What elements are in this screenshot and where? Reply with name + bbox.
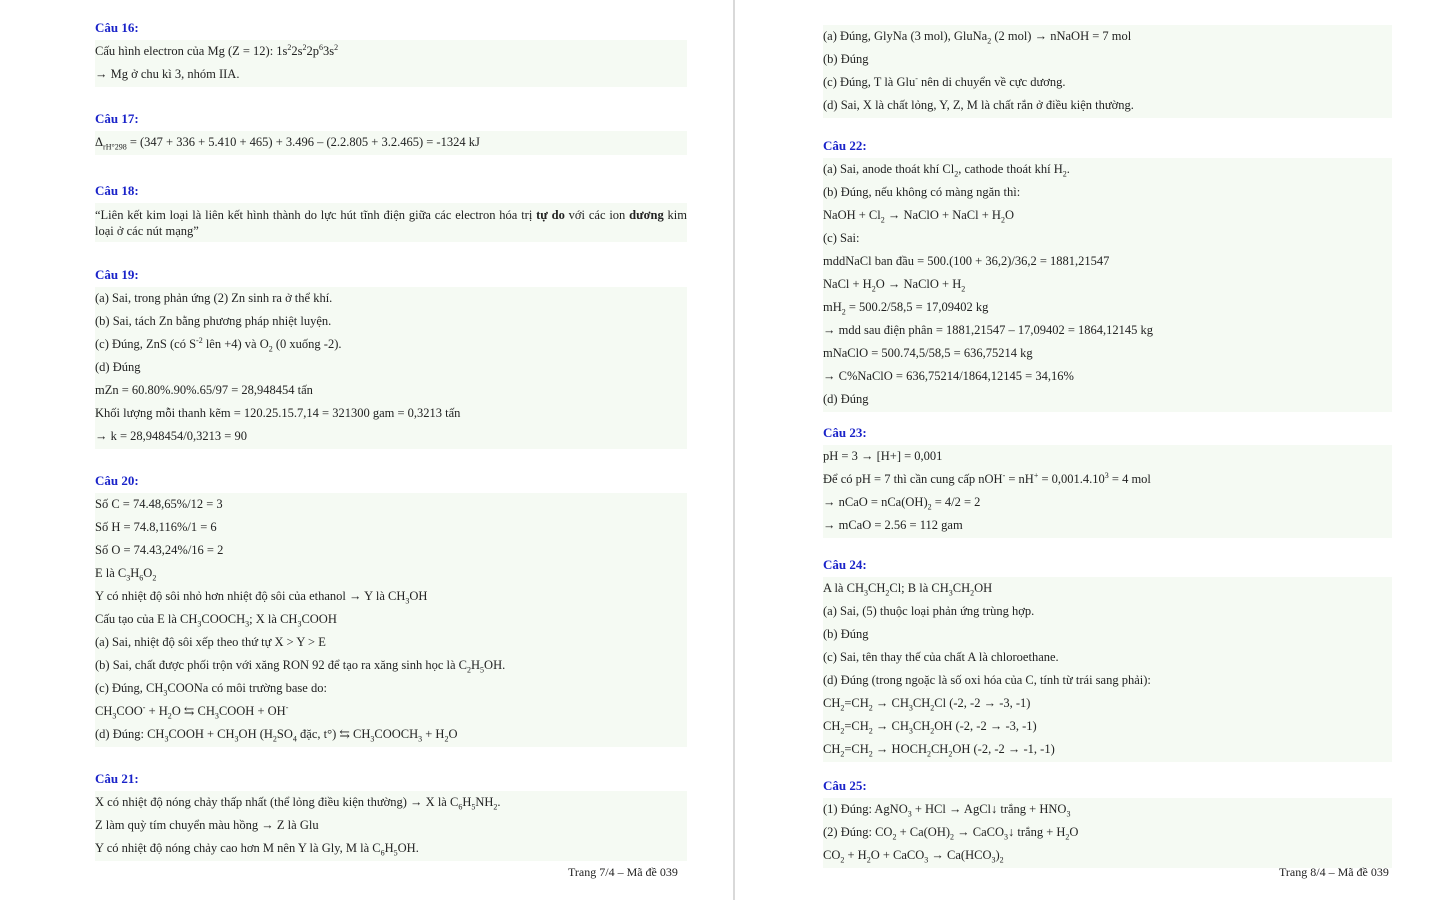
answer-line: (a) Sai, (5) thuộc loại phản ứng trùng hợp. <box>823 604 1035 618</box>
question-16 <box>95 17 687 87</box>
answer-line: NaOH + $Cl_2$ → NaClO + NaCl + $H_2O$ <box>823 208 1014 225</box>
answer-box <box>823 577 1392 762</box>
answer-line: Y có nhiệt độ nóng chảy cao hơn M nên Y là Gly, M là $C_6H_5OH$. <box>95 841 419 858</box>
answer-line: (c) Đúng, ZnS (có $S^{-2}$ lên +4) và $O_2$ (0 xuống -2). <box>95 335 342 354</box>
question-title: Câu 16: <box>95 20 139 35</box>
answer-line: (a) Sai, nhiệt độ sôi xếp theo thứ tự X > Y > E <box>95 635 326 649</box>
answer-line: → nCaO = $nCa(OH)_2 = 4/2 = 2$ <box>823 495 981 512</box>
answer-line: E là $C_3H_6O_2$ <box>95 566 157 583</box>
question-21 <box>95 768 687 861</box>
answer-line: $CH_2=CH_2 \to CH_3CH_2Cl$ (-2, -2 → -3, -1) <box>823 696 1031 713</box>
answer-line: mddNaCl ban đầu = 500.(100 + 36,2)/36,2 = 1881,21547 <box>823 254 1110 268</box>
answer-line: (b) Sai, chất được phối trộn với xăng RON 92 để tạo ra xăng sinh học là $C_2H_5OH$. <box>95 658 506 675</box>
answer-box <box>823 158 1392 412</box>
answer-line: → mdd sau điện phân = 1881,21547 – 17,09402 = 1864,12145 kg <box>823 323 1154 337</box>
question-title: Câu 23: <box>823 425 867 440</box>
answer-line: (c) Đúng, $CH_3COONa$ có môi trường base do: <box>95 681 327 698</box>
answer-box <box>823 445 1392 538</box>
answer-line: (d) Đúng <box>823 392 869 406</box>
answer-line: $CH_3COO^- + H_2O$ ⇆ $CH_3COOH + OH^-$ <box>95 702 289 721</box>
answer-line: Z làm quỳ tím chuyển màu hồng → Z là Glu <box>95 818 319 832</box>
answer-box <box>95 131 687 155</box>
answer-line: (b) Đúng <box>823 52 869 66</box>
answer-line: $CH_2=CH_2 \to CH_3CH_2OH$ (-2, -2 → -3, -1) <box>823 719 1037 736</box>
question-18 <box>95 180 687 242</box>
answer-line: (b) Sai, tách Zn bằng phương pháp nhiệt luyện. <box>95 314 332 328</box>
answer-line: $\Delta_{rH^\circ 298} = (347 + 336 + 5.410 + 465) + 3.496 - (2.2.805 + 3.2.465) = -1324$ kJ <box>95 135 480 152</box>
answer-box <box>95 287 687 449</box>
answer-line: $mH_2 = 500.2/58,5 = 17,09402$ kg <box>823 300 989 317</box>
answer-line: Khối lượng mỗi thanh kẽm = 120.25.15.7,14 = 321300 gam = 0,3213 tấn <box>95 406 461 420</box>
question-24 <box>823 554 1392 762</box>
question-title: Câu 18: <box>95 183 139 198</box>
answer-line: Cấu hình electron của Mg (Z = 12): $1s^22s^22p^63s^2$ <box>95 42 339 58</box>
answer-line: (b) Đúng <box>823 627 869 641</box>
question-title: Câu 19: <box>95 267 139 282</box>
answer-line: (d) Đúng: $CH_3COOH + CH_3OH$ ($H_2SO_4$ đặc, t°) ⇆ $CH_3COOCH_3 + H_2O$ <box>95 727 458 744</box>
answer-line: mNaClO = 500.74,5/58,5 = 636,75214 kg <box>823 346 1033 360</box>
answer-line: Cấu tạo của E là $CH_3COOCH_3$; X là $CH_3COOH$ <box>95 612 337 629</box>
question-title: Câu 24: <box>823 557 867 572</box>
answer-line: (a) Sai, trong phản ứng (2) Zn sinh ra ở thể khí. <box>95 291 333 305</box>
question-17 <box>95 108 687 155</box>
answer-line: → C%NaClO = 636,75214/1864,12145 = 34,16% <box>823 369 1074 383</box>
answer-line: (a) Đúng, GlyNa (3 mol), GluNa$_2$ (2 mol) → nNaOH = 7 mol <box>823 29 1132 46</box>
answer-line: mZn = 60.80%.90%.65/97 = 28,948454 tấn <box>95 383 313 397</box>
question-title: Câu 22: <box>823 138 867 153</box>
question-23 <box>823 422 1392 538</box>
answer-line: (c) Đúng, T là Glu- nên di chuyển về cực dương. <box>823 73 1066 89</box>
answer-line: (c) Sai, tên thay thế của chất A là chloroethane. <box>823 650 1059 664</box>
page-footer: Trang 7/4 – Mã đề 039 <box>568 865 678 879</box>
answer-line: X có nhiệt độ nóng chảy thấp nhất (thể lỏng điều kiện thường) → X là $C_6H_5NH_2$. <box>95 795 501 812</box>
question-21-continued <box>823 25 1392 118</box>
answer-box <box>823 798 1392 868</box>
answer-line: (d) Đúng <box>95 360 141 374</box>
answer-line: A là $CH_3CH_2Cl$; B là $CH_3CH_2OH$ <box>823 581 993 598</box>
answer-line: Để có pH = 7 thì cần cung cấp $nOH^- = nH^+ = 0,001.4.10^3 = 4$ mol <box>823 470 1151 486</box>
answer-line: (b) Đúng, nếu không có màng ngăn thì: <box>823 185 1021 199</box>
answer-line: pH = 3 → [H+] = 0,001 <box>823 449 943 463</box>
answer-line: (1) Đúng: AgNO$_3$ + HCl → AgCl↓ trắng + $HNO_3$ <box>823 802 1071 819</box>
answer-line: → k = 28,948454/0,3213 = 90 <box>95 429 247 443</box>
page-footer: Trang 8/4 – Mã đề 039 <box>1279 865 1389 879</box>
question-title: Câu 21: <box>95 771 139 786</box>
answer-line: (c) Sai: <box>823 231 860 245</box>
answer-paragraph: “Liên kết kim loại là liên kết hình thành do lực hút tĩnh điện giữa các electron hóa trị tự do với các ion dương kim loại ở các nút mạng” <box>95 208 687 238</box>
page-8 <box>736 0 1440 900</box>
answer-box <box>823 25 1392 118</box>
answer-line: Y có nhiệt độ sôi nhỏ hơn nhiệt độ sôi của ethanol → Y là $CH_3OH$ <box>95 589 428 606</box>
answer-line: (d) Đúng (trong ngoặc là số oxi hóa của C, tính từ trái sang phải): <box>823 673 1151 687</box>
question-19 <box>95 264 687 449</box>
question-22 <box>823 135 1392 412</box>
answer-line: → Mg ở chu kì 3, nhóm IIA. <box>95 67 240 81</box>
answer-line: Số H = 74.8,116%/1 = 6 <box>95 520 217 534</box>
answer-box <box>95 791 687 861</box>
question-25 <box>823 775 1392 868</box>
answer-box <box>95 203 687 242</box>
question-title: Câu 25: <box>823 778 867 793</box>
answer-line: NaCl + $H_2O$ → NaClO + $H_2$ <box>823 277 966 294</box>
question-20 <box>95 470 687 747</box>
answer-line: $CO_2 + H_2O$ + CaCO$_3$ → $Ca(HCO_3)_2$ <box>823 848 1004 865</box>
page-divider <box>733 0 735 900</box>
answer-line: (d) Sai, X là chất lỏng, Y, Z, M là chất rắn ở điều kiện thường. <box>823 98 1134 112</box>
answer-line: $CH_2=CH_2$ → $HOCH_2CH_2OH$ (-2, -2 → -1, -1) <box>823 742 1055 759</box>
answer-box <box>95 493 687 747</box>
answer-line: Số C = 74.48,65%/12 = 3 <box>95 497 223 511</box>
answer-line: (a) Sai, anode thoát khí $Cl_2$, cathode thoát khí $H_2$. <box>823 162 1070 179</box>
answer-line: (2) Đúng: $CO_2 + Ca(OH)_2$ → CaCO$_3$↓ trắng + $H_2O$ <box>823 825 1079 842</box>
answer-box <box>95 40 687 87</box>
answer-line: → mCaO = 2.56 = 112 gam <box>823 518 963 532</box>
question-title: Câu 20: <box>95 473 139 488</box>
answer-line: Số O = 74.43,24%/16 = 2 <box>95 543 224 557</box>
question-title: Câu 17: <box>95 111 139 126</box>
